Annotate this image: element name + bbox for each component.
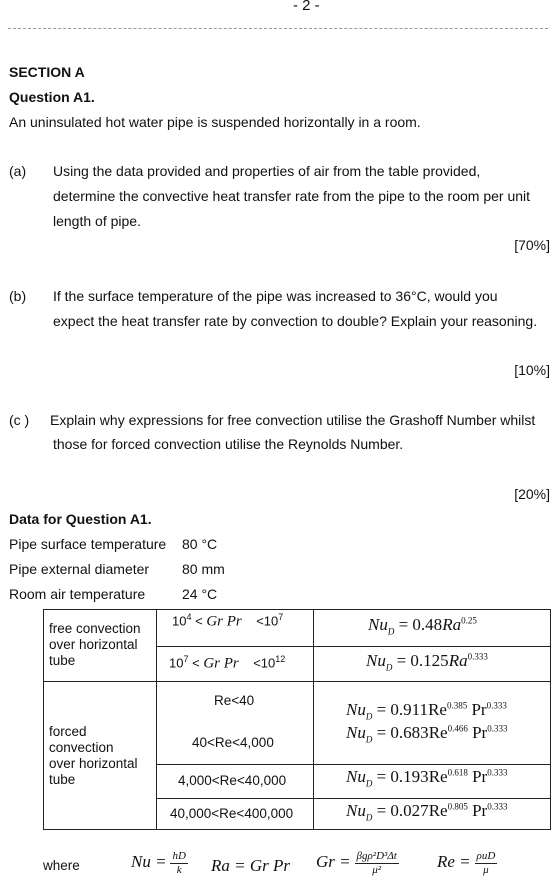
- page-number: - 2 -: [293, 0, 320, 14]
- header-rule: [8, 28, 548, 29]
- forced-sub-divider-1: [156, 764, 551, 765]
- data-label-room-temp: Room air temperature: [9, 586, 146, 602]
- forced-sub-divider-2: [156, 798, 551, 799]
- free-range-1: $10^4 < Gr$ Pr $<10^7$: [172, 612, 284, 630]
- forced-correlation-1: $Nu_D = 0.911Re^{0.385}$ $Pr^{0.333}$: [346, 700, 507, 722]
- question-intro: An uninsulated hot water pipe is suspended horizontally in a room.: [9, 114, 421, 130]
- rayleigh-definition: Ra = Gr Pr: [211, 856, 290, 875]
- forced-range-3: 4,000<Re<40,000: [178, 773, 287, 788]
- data-value-diameter: 80 mm: [182, 561, 225, 577]
- where-label: where: [43, 858, 80, 873]
- forced-range-4: 40,000<Re<400,000: [170, 806, 294, 821]
- part-a-line-1: Using the data provided and properties of air from the table provided,: [53, 163, 481, 179]
- free-correlation-2: $Nu_D = 0.125Ra^{0.333}$: [366, 651, 488, 673]
- part-a-marks: [70%]: [514, 237, 550, 253]
- data-value-surface-temp: 80 °C: [182, 536, 218, 552]
- reynolds-definition: Re = $\frac{\text{ρuD}}{\mu}$: [437, 850, 496, 876]
- free-correlation-1: $Nu_D = 0.48Ra^{0.25}$: [368, 615, 477, 637]
- forced-range-2: 40<Re<4,000: [192, 735, 274, 750]
- table-divider-1: [156, 609, 157, 830]
- data-value-room-temp: 24 °C: [182, 586, 218, 602]
- part-b-line-1: If the surface temperature of the pipe was increased to 36°C, would you: [53, 288, 498, 304]
- part-a-line-2: determine the convective heat transfer rate from the pipe to the room per unit: [53, 188, 531, 204]
- data-title: Data for Question A1.: [9, 511, 152, 527]
- part-a-label: (a): [9, 163, 27, 179]
- part-a-line-3: length of pipe.: [53, 213, 141, 229]
- table-row-divider: [43, 681, 551, 682]
- part-b-marks: [10%]: [514, 362, 550, 378]
- grashof-definition: Gr = $\frac{\text{βgρ²D³Δt}}{\text{μ²}}$: [316, 850, 397, 876]
- section-title: SECTION A: [9, 64, 85, 80]
- table-divider-2: [313, 609, 314, 830]
- part-c-label: (c ): [9, 412, 30, 428]
- forced-correlation-3: $Nu_D = 0.193Re^{0.618}$ $Pr^{0.333}$: [346, 767, 508, 789]
- part-c-line-1: Explain why expressions for free convection utilise the Grashoff Number whilst: [50, 412, 536, 428]
- forced-correlation-2: $Nu_D = 0.683Re^{0.466}$ $Pr^{0.333}$: [346, 723, 508, 745]
- data-label-surface-temp: Pipe surface temperature: [9, 536, 167, 552]
- free-convection-label: free convection over horizontal tube: [49, 621, 141, 668]
- forced-convection-label: forced convection over horizontal tube: [49, 724, 138, 787]
- question-title: Question A1.: [9, 89, 95, 105]
- forced-range-1: Re<40: [214, 693, 255, 708]
- data-label-diameter: Pipe external diameter: [9, 561, 150, 577]
- part-b-label: (b): [9, 288, 27, 304]
- nusselt-definition: Nu = $\frac{hD}{k}$: [131, 850, 186, 876]
- part-c-line-2: those for forced convection utilise the Reynolds Number.: [53, 436, 404, 452]
- free-sub-divider: [156, 646, 551, 647]
- part-b-line-2: expect the heat transfer rate by convection to double? Explain your reasoning.: [53, 313, 538, 329]
- free-range-2: $10^7 < Gr$ Pr $<10^{12}$: [169, 654, 286, 672]
- part-c-marks: [20%]: [514, 486, 550, 502]
- forced-correlation-4: $Nu_D = 0.027Re^{0.805}$ $Pr^{0.333}$: [346, 801, 508, 823]
